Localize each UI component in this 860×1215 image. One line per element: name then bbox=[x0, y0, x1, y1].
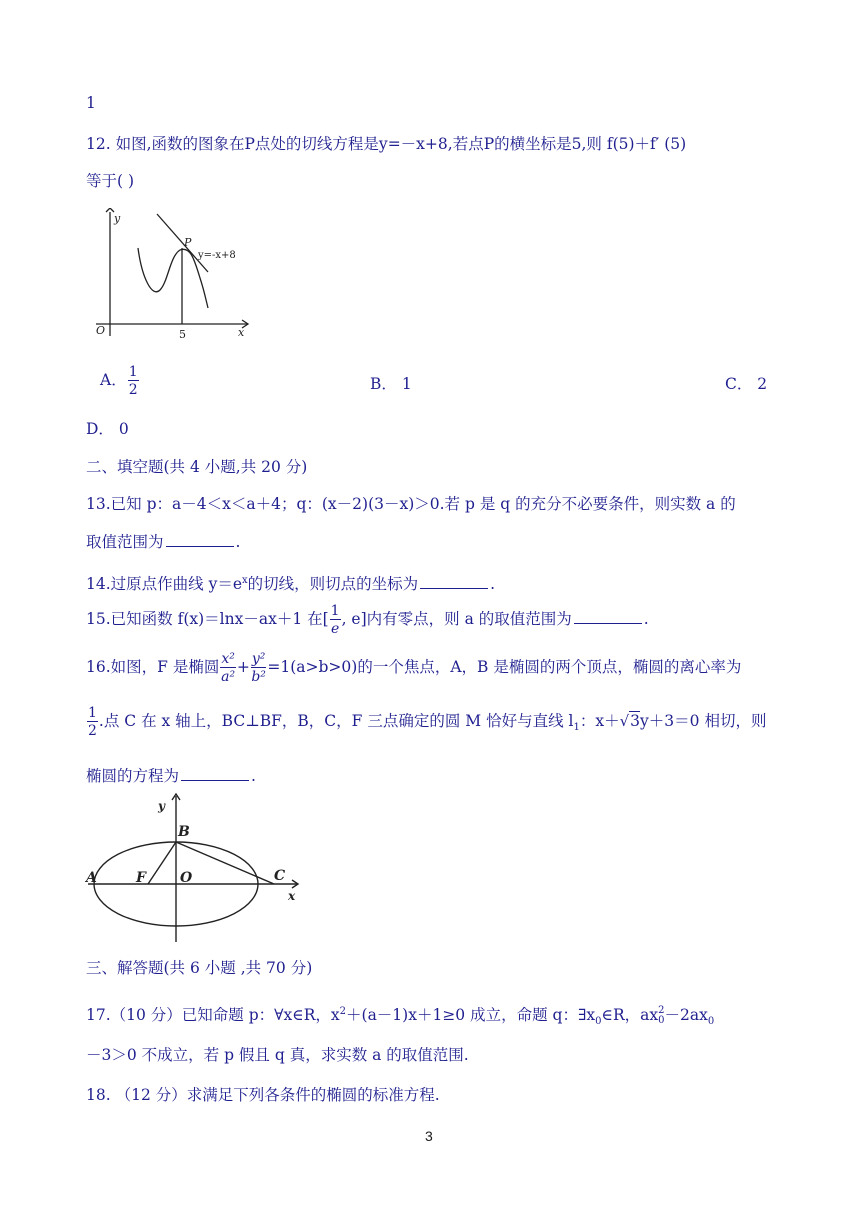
q12-option-c: C． 2 bbox=[725, 375, 768, 393]
q12-option-a bbox=[100, 365, 140, 397]
q12-line2: 等于( ) bbox=[86, 172, 135, 190]
q16-ellipse-figure bbox=[84, 792, 304, 944]
point-a-label: A bbox=[86, 870, 97, 886]
fig12-x-label: x bbox=[238, 326, 245, 339]
q11-tail: 1 bbox=[86, 94, 96, 112]
fig12-p-label: P bbox=[184, 236, 192, 249]
page-number: 3 bbox=[425, 1128, 433, 1144]
q17-line2: －3＞0 不成立，若 p 假且 q 真，求实数 a 的取值范围. bbox=[86, 1046, 469, 1064]
fig16-x-label: x bbox=[288, 889, 296, 903]
q16-line1: 16.如图，F 是椭圆 $\frac{\text{x²}}{\text{a²}}$ + $\frac{\text{y²}}{\text{b²}}$ =1(a>b>0)的一个焦点，A，B 是椭圆的两个顶点，椭圆的离心率为 bbox=[86, 651, 742, 685]
y-arrow bbox=[106, 208, 114, 212]
segment-bf bbox=[148, 842, 176, 884]
q17-line1: 17.（10 分）已知命题 p：∀x∈R，$x^2+(a-1)x+1\ge 0$ 成立，命题 q：$\exists x_0\in R$，ax 2 0 $-2ax_0$ bbox=[86, 1005, 715, 1028]
q13-answer-blank bbox=[166, 532, 234, 547]
q12-option-b: B． 1 bbox=[370, 375, 412, 393]
q14: 14.过原点作曲线 $y=e^x$的切线，则切点的坐标为 . bbox=[86, 574, 496, 593]
option-a-label: A． bbox=[100, 371, 127, 389]
section-2-heading: 二、填空题(共 4 小题,共 20 分) bbox=[86, 458, 308, 476]
origin-o-label: O bbox=[180, 870, 193, 886]
fig16-y-label: y bbox=[158, 799, 165, 813]
q13-line1: 13.已知 p：a－4＜x＜a＋4；q：(x－2)(3－x)＞0.若 p 是 q 的充分不必要条件，则实数 a 的 bbox=[86, 495, 736, 513]
fig12-tangent-label: y=-x+8 bbox=[198, 250, 236, 261]
q15: 15.已知函数 f(x)＝lnx－ax＋1 在[ $\frac{1}{e}$ , e]内有零点，则 a 的取值范围为 . bbox=[86, 603, 649, 637]
q15-fraction: $\frac{1}{e}$ bbox=[330, 603, 340, 637]
q16-answer-blank bbox=[181, 766, 249, 781]
q15-answer-blank bbox=[574, 609, 642, 624]
q12-option-d: D． 0 bbox=[86, 420, 129, 438]
fig12-origin-label: O bbox=[96, 324, 106, 337]
q12-line1: 12. 如图,函数的图象在P点处的切线方程是y=－x+8,若点P的横坐标是5,则 f(5)＋f′ (5) bbox=[86, 135, 687, 153]
q16-line2: $\frac{1}{2}$ .点 C 在 x 轴上，BC⊥BF，B，C，F 三点确定的圆 M 恰好与直线 $l_1$：x＋√3y＋3＝0 相切，则 bbox=[88, 705, 767, 739]
q12-function-figure bbox=[86, 208, 256, 343]
point-b-label: B bbox=[178, 824, 190, 840]
point-c-label: C bbox=[274, 868, 286, 884]
fig12-five-label: 5 bbox=[179, 328, 186, 341]
point-f-label: F bbox=[136, 870, 146, 886]
q16-line3: 椭圆的方程为 . bbox=[86, 767, 256, 785]
q14-answer-blank bbox=[420, 574, 488, 589]
option-a-fraction: $\frac{1}{2}$ bbox=[128, 364, 138, 398]
q13-line2: 取值范围为 . bbox=[86, 533, 241, 551]
fig12-y-label: y bbox=[114, 212, 121, 225]
q18: 18. （12 分）求满足下列各条件的椭圆的标准方程. bbox=[86, 1086, 440, 1104]
section-3-heading: 三、解答题(共 6 小题 ,共 70 分) bbox=[86, 959, 313, 977]
